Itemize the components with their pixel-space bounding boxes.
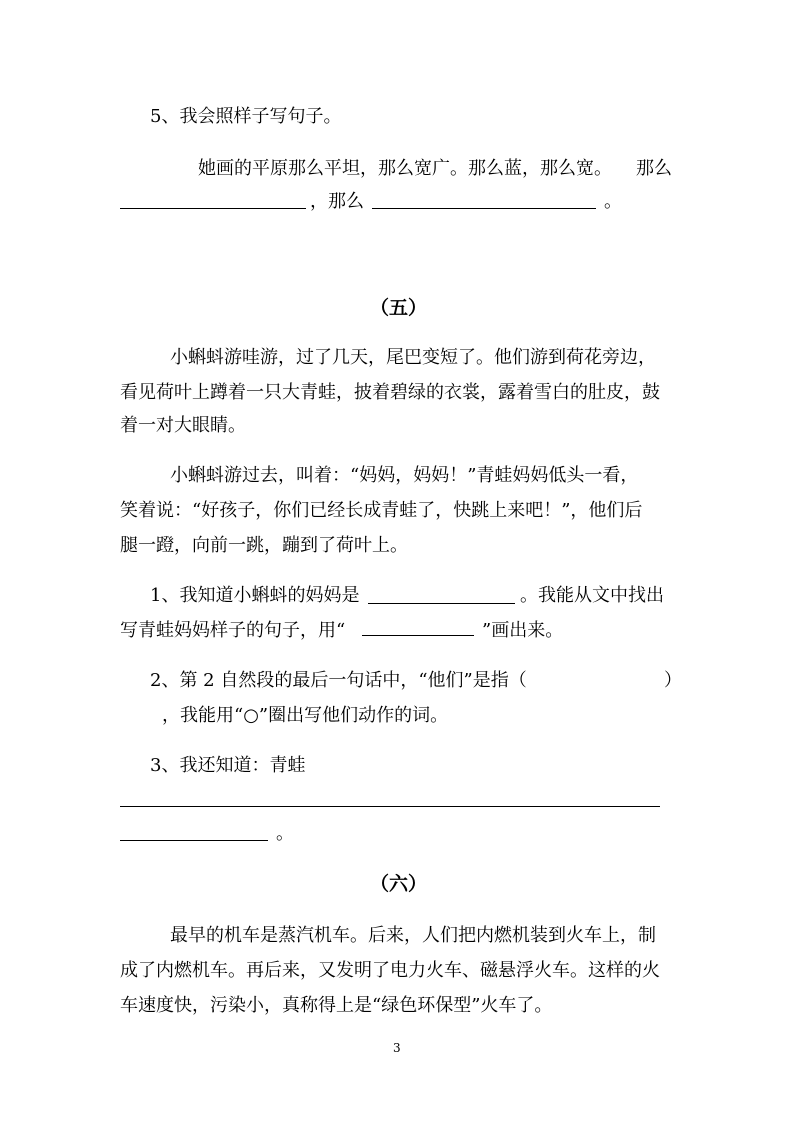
section-6-paragraph-line-2: 成了内燃机车。再后来，又发明了电力火车、磁悬浮火车。这样的火: [120, 960, 660, 981]
section-5-q2-text-b: ）: [664, 670, 682, 691]
page-number: 3: [393, 1041, 401, 1055]
section-5-paragraph-2-line-2: 笑着说：“好孩子，你们已经长成青蛙了，快跳上来吧！”，他们后: [120, 500, 643, 521]
section-5-q1-text-b: 。我能从文中找出: [520, 585, 664, 606]
q5-heading: 5、我会照样子写句子。: [150, 106, 342, 127]
section-5-q3-end: 。: [276, 823, 294, 844]
q5-answer-blank-1[interactable]: [120, 208, 306, 209]
section-5-q2-text-a: 2、第 2 自然段的最后一句话中，“他们”是指（: [150, 670, 527, 691]
section-5-q2-text-c: ，我能用“○”圈出写他们动作的词。: [162, 705, 449, 726]
q5-end: 。: [604, 191, 622, 212]
q5-example: 她画的平原那么平坦，那么宽广。那么蓝，那么宽。: [198, 158, 612, 179]
section-5-paragraph-2-line-1: 小蝌蚪游过去，叫着：“妈妈，妈妈！”青蛙妈妈低头一看，: [170, 465, 639, 486]
section-6-paragraph-line-3: 车速度快，污染小，真称得上是“绿色环保型”火车了。: [120, 995, 553, 1016]
q5-answer-blank-2[interactable]: [372, 208, 596, 209]
section-5-q1-text-a: 1、我知道小蝌蚪的妈妈是: [150, 585, 360, 606]
section-5-paragraph-1-line-1: 小蝌蚪游哇游，过了几天，尾巴变短了。他们游到荷花旁边，: [170, 347, 656, 368]
section-5-paragraph-2-line-3: 腿一蹬，向前一跳，蹦到了荷叶上。: [120, 535, 408, 556]
section-5-q3-answer-blank-2[interactable]: [120, 840, 268, 841]
section-5-q3-text: 3、我还知道：青蛙: [150, 755, 306, 776]
section-5-q1-text-c: 写青蛙妈妈样子的句子，用“: [120, 620, 346, 641]
q5-lead: 那么: [636, 158, 672, 179]
q5-separator: ，那么: [310, 191, 364, 212]
section-5-q1-answer-blank[interactable]: [368, 603, 515, 604]
section-5-title: （五）: [370, 297, 428, 319]
section-5-q1-line-sample: [362, 635, 474, 636]
section-5-paragraph-1-line-3: 着一对大眼睛。: [120, 415, 246, 436]
section-5-paragraph-1-line-2: 看见荷叶上蹲着一只大青蛙，披着碧绿的衣裳，露着雪白的肚皮，鼓: [120, 382, 660, 403]
section-5-q3-answer-blank-1[interactable]: [120, 806, 660, 807]
section-5-q1-text-d: ”画出来。: [482, 620, 564, 641]
section-6-title: （六）: [370, 873, 428, 895]
section-6-paragraph-line-1: 最早的机车是蒸汽机车。后来，人们把内燃机装到火车上，制: [170, 925, 656, 946]
